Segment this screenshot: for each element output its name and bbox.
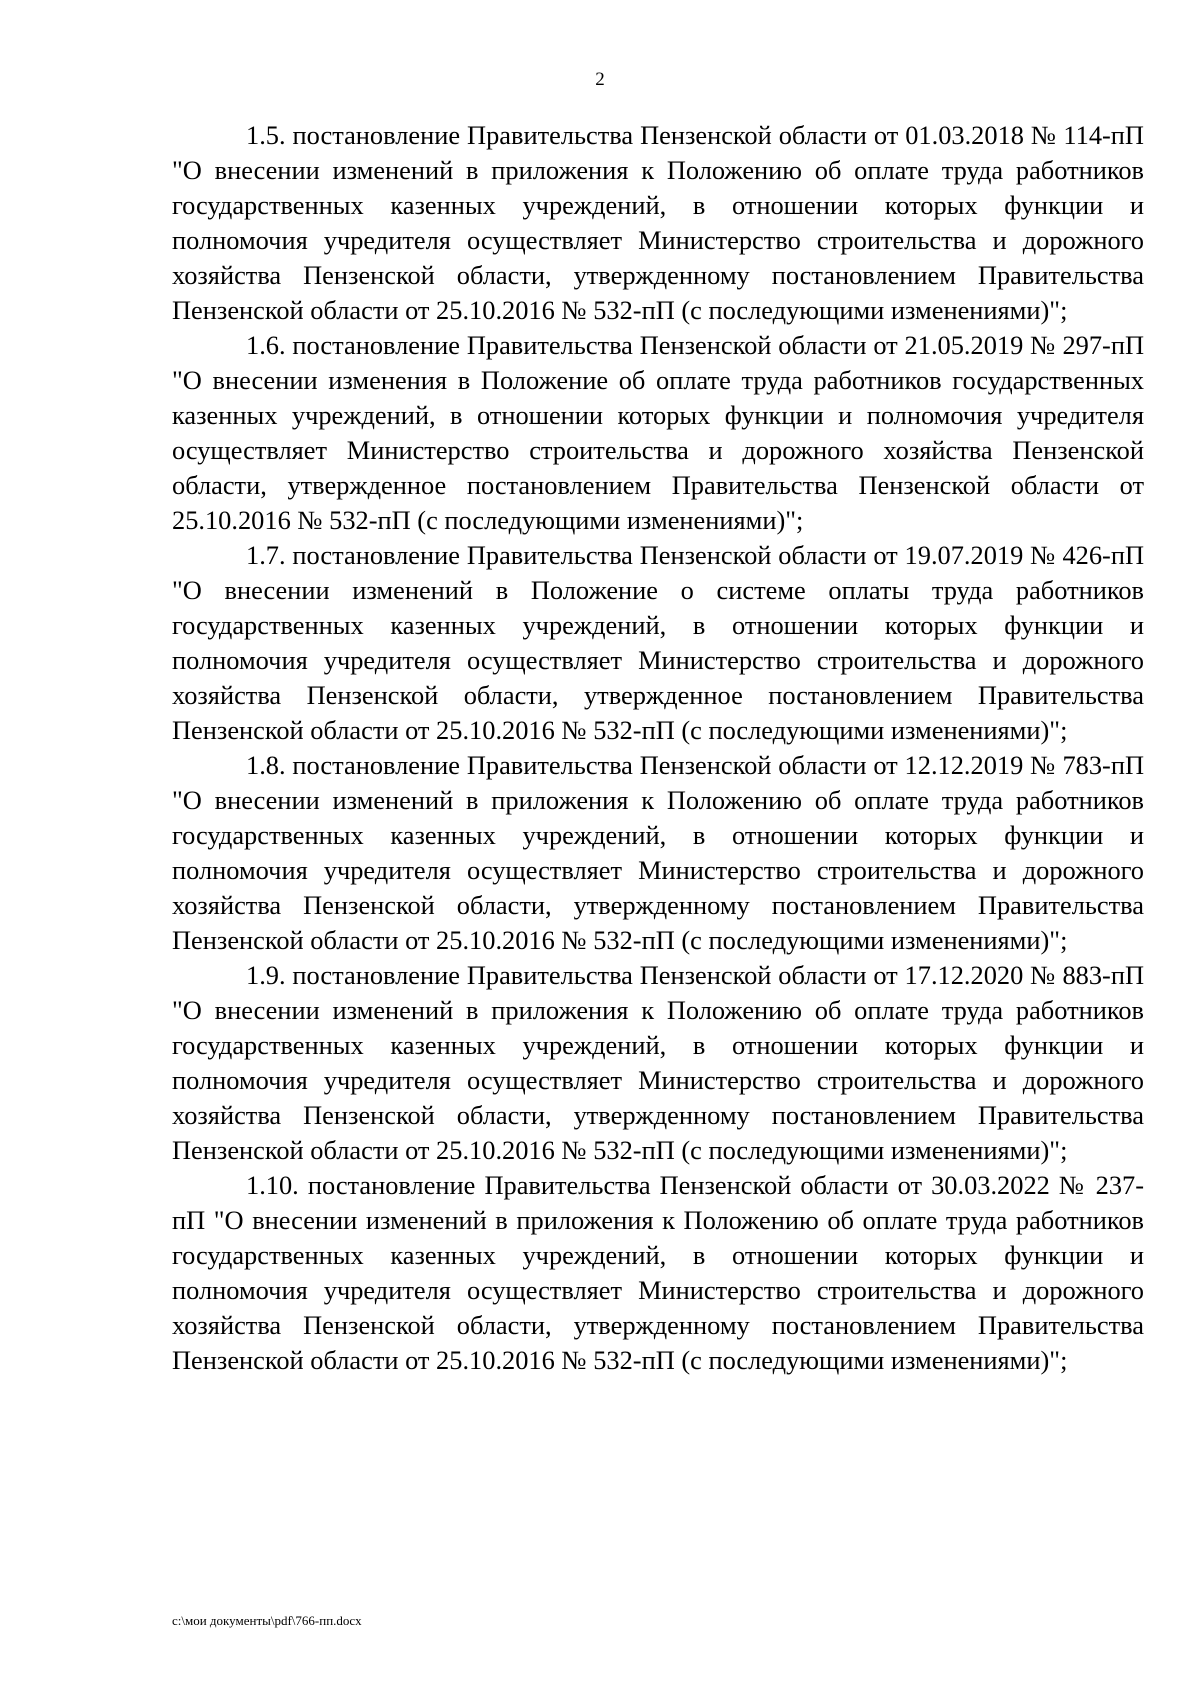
list-item-1-9: 1.9. постановление Правительства Пензенской области от 17.12.2020 № 883-пП "О внесении изменений в приложения к Положению об оплате труда работников государственных казенных учреждений, в отношении которых функции и полномочия учредителя осуществляет Министерство строительства и дорожного хозяйства Пензенской области, утвержденному постановлением Правительства Пензенской области от 25.10.2016 № 532-пП (с последующими изменениями)";	[172, 960, 1144, 1165]
document-body	[172, 118, 1144, 1378]
list-item-1-7: 1.7. постановление Правительства Пензенской области от 19.07.2019 № 426-пП "О внесении изменений в Положение о системе оплаты труда работников государственных казенных учреждений, в отношении которых функции и полномочия учредителя осуществляет Министерство строительства и дорожного хозяйства Пензенской области, утвержденное постановлением Правительства Пензенской области от 25.10.2016 № 532-пП (с последующими изменениями)";	[172, 540, 1144, 745]
list-item-1-5: 1.5. постановление Правительства Пензенской области от 01.03.2018 № 114-пП "О внесении изменений в приложения к Положению об оплате труда работников государственных казенных учреждений, в отношении которых функции и полномочия учредителя осуществляет Министерство строительства и дорожного хозяйства Пензенской области, утвержденному постановлением Правительства Пензенской области от 25.10.2016 № 532-пП (с последующими изменениями)";	[172, 120, 1144, 325]
page-number: 2	[595, 69, 605, 90]
list-item-1-6: 1.6. постановление Правительства Пензенской области от 21.05.2019 № 297-пП "О внесении изменения в Положение об оплате труда работников государственных казенных учреждений, в отношении которых функции и полномочия учредителя осуществляет Министерство строительства и дорожного хозяйства Пензенской области, утвержденное постановлением Правительства Пензенской области от 25.10.2016 № 532-пП (с последующими изменениями)";	[172, 330, 1144, 535]
footer-file-path: c:\мои документы\pdf\766-пп.docx	[172, 1613, 362, 1628]
list-item-1-10: 1.10. постановление Правительства Пензенской области от 30.03.2022 № 237-пП "О внесении изменений в приложения к Положению об оплате труда работников государственных казенных учреждений, в отношении которых функции и полномочия учредителя осуществляет Министерство строительства и дорожного хозяйства Пензенской области, утвержденному постановлением Правительства Пензенской области от 25.10.2016 № 532-пП (с последующими изменениями)";	[172, 1170, 1144, 1375]
list-item-1-8: 1.8. постановление Правительства Пензенской области от 12.12.2019 № 783-пП "О внесении изменений в приложения к Положению об оплате труда работников государственных казенных учреждений, в отношении которых функции и полномочия учредителя осуществляет Министерство строительства и дорожного хозяйства Пензенской области, утвержденному постановлением Правительства Пензенской области от 25.10.2016 № 532-пП (с последующими изменениями)";	[172, 750, 1144, 955]
